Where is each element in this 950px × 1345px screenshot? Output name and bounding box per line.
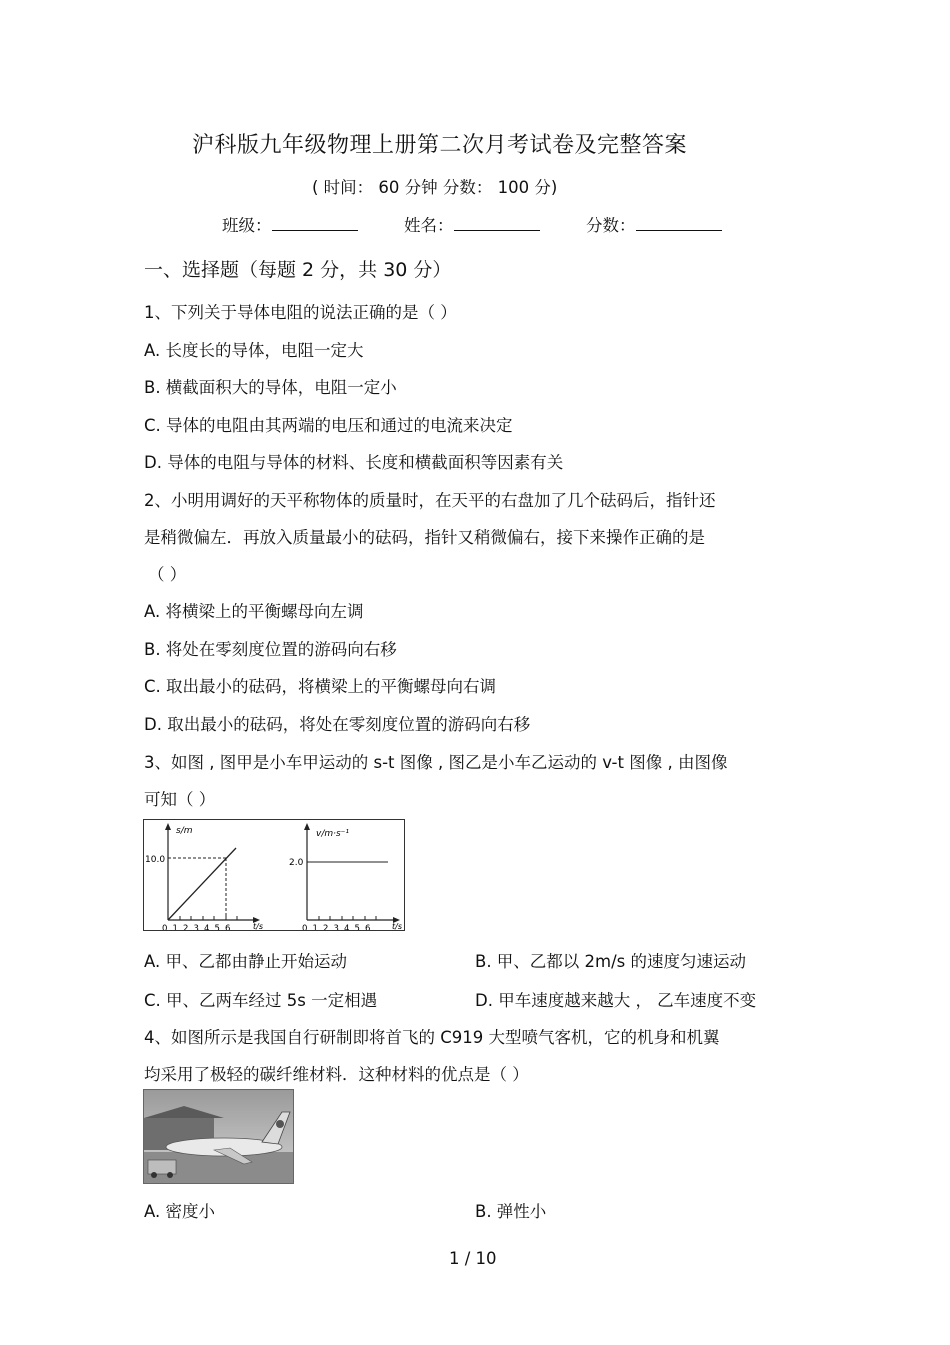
q3-stem-line1: 3、如图 , 图甲是小车甲运动的 s-t 图像 , 图乙是小车乙运动的 v-t 图像 , 由图像 <box>144 753 728 772</box>
page-title: 沪科版九年级物理上册第二次月考试卷及完整答案 <box>192 133 688 158</box>
q3-stem-line2: 可知（ ） <box>144 790 216 809</box>
aircraft-photo <box>143 1089 294 1184</box>
q3-option-b: B. 甲、乙都以 2m/s 的速度匀速运动 <box>475 952 747 971</box>
left-ylabel: s/m <box>176 826 193 836</box>
name-label: 姓名： <box>404 216 454 235</box>
name-blank <box>454 214 540 231</box>
right-ylabel: v/m·s⁻¹ <box>316 829 350 839</box>
right-xlabel: t/s <box>392 922 402 930</box>
info-fields <box>222 212 722 236</box>
section-heading: 一、选择题（每题 2 分，共 30 分） <box>144 259 452 281</box>
left-xticks: 0 1 2 3 4 5 6 <box>162 924 232 930</box>
q3-graphs <box>144 820 404 930</box>
left-ytick: 10.0 <box>145 855 166 865</box>
left-xlabel: t/s <box>253 922 263 930</box>
q1-option-c: C. 导体的电阻由其两端的电压和通过的电流来决定 <box>144 416 513 435</box>
q4-option-a: A. 密度小 <box>144 1202 215 1221</box>
q1-option-d: D. 导体的电阻与导体的材料、长度和横截面积等因素有关 <box>144 453 564 472</box>
q1-option-a: A. 长度长的导体，电阻一定大 <box>144 341 364 360</box>
q4-stem-line2: 均采用了极轻的碳纤维材料．这种材料的优点是（ ） <box>144 1065 529 1084</box>
right-xticks: 0 1 2 3 4 5 6 <box>302 924 372 930</box>
class-blank <box>272 214 358 231</box>
q1-stem: 1、下列关于导体电阻的说法正确的是（ ） <box>144 303 457 322</box>
q1-option-b: B. 横截面积大的导体，电阻一定小 <box>144 378 397 397</box>
score-blank <box>636 214 722 231</box>
class-label: 班级： <box>222 216 272 235</box>
right-ytick: 2.0 <box>289 858 304 868</box>
q2-option-d: D. 取出最小的砝码，将处在零刻度位置的游码向右移 <box>144 715 531 734</box>
q4-option-b: B. 弹性小 <box>475 1202 547 1221</box>
q2-option-a: A. 将横梁上的平衡螺母向左调 <box>144 602 364 621</box>
score-label: 分数： <box>586 216 636 235</box>
q2-stem-line2: 是稍微偏左．再放入质量最小的砝码，指针又稍微偏右，接下来操作正确的是 <box>144 528 705 547</box>
q2-option-c: C. 取出最小的砝码，将横梁上的平衡螺母向右调 <box>144 677 497 696</box>
q3-option-a: A. 甲、乙都由静止开始运动 <box>144 952 347 971</box>
exam-info: ( 时间： 60 分钟 分数： 100 分) <box>312 178 558 197</box>
q2-stem-line1: 2、小明用调好的天平称物体的质量时，在天平的右盘加了几个砝码后，指针还 <box>144 491 716 510</box>
q2-stem-line3: （ ） <box>148 565 187 584</box>
q2-option-b: B. 将处在零刻度位置的游码向右移 <box>144 640 397 659</box>
q4-stem-line1: 4、如图所示是我国自行研制即将首飞的 C919 大型喷气客机，它的机身和机翼 <box>144 1028 720 1047</box>
q3-option-c: C. 甲、乙两车经过 5s 一定相遇 <box>144 991 378 1010</box>
q3-option-d: D. 甲车速度越来越大 ， 乙车速度不变 <box>475 991 757 1010</box>
q3-figure <box>143 819 405 931</box>
page-number: 1 / 10 <box>449 1249 497 1268</box>
